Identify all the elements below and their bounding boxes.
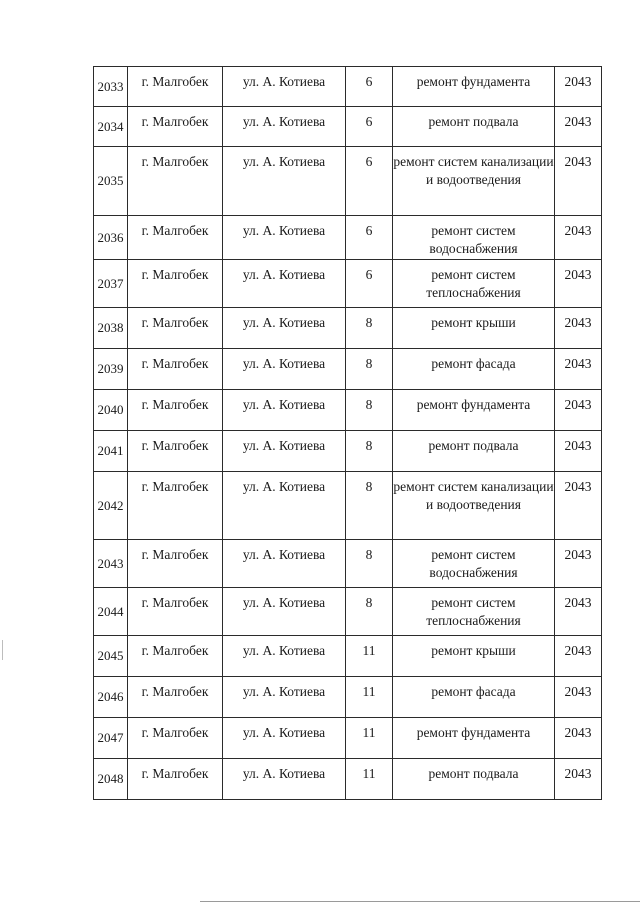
city-cell bbox=[128, 308, 223, 349]
house-number-text: 6 bbox=[365, 154, 373, 169]
city-text: г. Малгобек bbox=[141, 397, 209, 412]
row-number-cell: 2043 bbox=[94, 540, 128, 588]
work-type-cell bbox=[393, 260, 555, 308]
street-text: ул. А. Котиева bbox=[242, 315, 326, 330]
house-number-cell bbox=[346, 67, 393, 107]
house-number-cell bbox=[346, 260, 393, 308]
house-number-cell bbox=[346, 147, 393, 216]
street-text: ул. А. Котиева bbox=[242, 154, 326, 169]
row-number-cell: 2035 bbox=[94, 147, 128, 216]
page-bottom-rule bbox=[200, 901, 640, 902]
street-text: ул. А. Котиева bbox=[242, 547, 326, 562]
city-text: г. Малгобек bbox=[141, 725, 209, 740]
row-number-cell: 2048 bbox=[94, 759, 128, 800]
house-number-text: 6 bbox=[365, 223, 373, 238]
street-cell bbox=[223, 718, 346, 759]
house-number-cell bbox=[346, 349, 393, 390]
row-number-cell: 2047 bbox=[94, 718, 128, 759]
house-number-cell bbox=[346, 759, 393, 800]
work-type-text: ремонт фундамента bbox=[416, 74, 531, 89]
year-text: 2043 bbox=[564, 154, 592, 169]
table-row bbox=[94, 349, 602, 390]
work-type-cell bbox=[393, 431, 555, 472]
table-row bbox=[94, 718, 602, 759]
work-type-text: ремонт систем теплоснабжения bbox=[426, 267, 521, 300]
city-cell bbox=[128, 759, 223, 800]
city-text: г. Малгобек bbox=[141, 154, 209, 169]
house-number-cell bbox=[346, 588, 393, 636]
street-cell bbox=[223, 390, 346, 431]
house-number-text: 11 bbox=[362, 643, 376, 658]
house-number-cell bbox=[346, 472, 393, 540]
year-cell bbox=[555, 260, 602, 308]
city-cell bbox=[128, 540, 223, 588]
work-type-text: ремонт систем теплоснабжения bbox=[426, 595, 521, 628]
city-cell bbox=[128, 147, 223, 216]
year-cell bbox=[555, 107, 602, 147]
scan-edge-mark bbox=[2, 640, 3, 660]
year-cell bbox=[555, 472, 602, 540]
work-type-cell bbox=[393, 540, 555, 588]
house-number-text: 6 bbox=[365, 74, 373, 89]
street-text: ул. А. Котиева bbox=[242, 114, 326, 129]
street-cell bbox=[223, 431, 346, 472]
work-type-text: ремонт систем водоснабжения bbox=[429, 547, 518, 580]
year-text: 2043 bbox=[564, 438, 592, 453]
house-number-text: 8 bbox=[365, 356, 373, 371]
house-number-text: 11 bbox=[362, 725, 376, 740]
house-number-text: 8 bbox=[365, 438, 373, 453]
house-number-cell bbox=[346, 677, 393, 718]
work-type-text: ремонт подвала bbox=[428, 438, 519, 453]
work-type-cell bbox=[393, 718, 555, 759]
year-text: 2043 bbox=[564, 114, 592, 129]
street-cell bbox=[223, 588, 346, 636]
row-number-cell: 2033 bbox=[94, 67, 128, 107]
year-text: 2043 bbox=[564, 267, 592, 282]
house-number-cell bbox=[346, 718, 393, 759]
row-number-cell: 2036 bbox=[94, 216, 128, 260]
city-cell bbox=[128, 677, 223, 718]
year-cell bbox=[555, 636, 602, 677]
city-text: г. Малгобек bbox=[141, 223, 209, 238]
street-text: ул. А. Котиева bbox=[242, 223, 326, 238]
city-cell bbox=[128, 588, 223, 636]
house-number-cell bbox=[346, 107, 393, 147]
year-cell bbox=[555, 759, 602, 800]
city-text: г. Малгобек bbox=[141, 595, 209, 610]
work-type-cell bbox=[393, 636, 555, 677]
table-row bbox=[94, 759, 602, 800]
work-type-cell bbox=[393, 677, 555, 718]
year-cell bbox=[555, 147, 602, 216]
street-cell bbox=[223, 636, 346, 677]
year-text: 2043 bbox=[564, 397, 592, 412]
work-type-text: ремонт подвала bbox=[428, 766, 519, 781]
city-cell bbox=[128, 636, 223, 677]
row-number-cell: 2042 bbox=[94, 472, 128, 540]
work-type-cell bbox=[393, 390, 555, 431]
street-cell bbox=[223, 540, 346, 588]
street-cell bbox=[223, 147, 346, 216]
year-cell bbox=[555, 390, 602, 431]
street-text: ул. А. Котиева bbox=[242, 595, 326, 610]
street-cell bbox=[223, 67, 346, 107]
row-number-cell: 2039 bbox=[94, 349, 128, 390]
street-text: ул. А. Котиева bbox=[242, 267, 326, 282]
work-type-text: ремонт систем водоснабжения bbox=[429, 223, 518, 256]
street-text: ул. А. Котиева bbox=[242, 684, 326, 699]
work-type-text: ремонт фундамента bbox=[416, 397, 531, 412]
city-text: г. Малгобек bbox=[141, 643, 209, 658]
work-type-cell bbox=[393, 216, 555, 260]
table-row bbox=[94, 67, 602, 107]
street-text: ул. А. Котиева bbox=[242, 643, 326, 658]
work-type-text: ремонт систем канализации и водоотведения bbox=[393, 154, 554, 187]
work-type-cell bbox=[393, 759, 555, 800]
work-type-cell bbox=[393, 588, 555, 636]
house-number-cell bbox=[346, 308, 393, 349]
table-row bbox=[94, 540, 602, 588]
row-number-cell: 2041 bbox=[94, 431, 128, 472]
street-cell bbox=[223, 677, 346, 718]
street-text: ул. А. Котиева bbox=[242, 725, 326, 740]
work-type-text: ремонт фундамента bbox=[416, 725, 531, 740]
table-row bbox=[94, 390, 602, 431]
city-text: г. Малгобек bbox=[141, 114, 209, 129]
house-number-cell bbox=[346, 540, 393, 588]
year-text: 2043 bbox=[564, 766, 592, 781]
work-type-text: ремонт фасада bbox=[431, 684, 516, 699]
year-text: 2043 bbox=[564, 356, 592, 371]
table-row bbox=[94, 107, 602, 147]
house-number-text: 8 bbox=[365, 315, 373, 330]
work-type-cell bbox=[393, 147, 555, 216]
year-cell bbox=[555, 718, 602, 759]
table-row bbox=[94, 472, 602, 540]
year-text: 2043 bbox=[564, 684, 592, 699]
house-number-text: 8 bbox=[365, 547, 373, 562]
city-cell bbox=[128, 431, 223, 472]
city-text: г. Малгобек bbox=[141, 438, 209, 453]
year-text: 2043 bbox=[564, 223, 592, 238]
city-cell bbox=[128, 107, 223, 147]
year-cell bbox=[555, 588, 602, 636]
year-cell bbox=[555, 67, 602, 107]
street-cell bbox=[223, 216, 346, 260]
city-text: г. Малгобек bbox=[141, 315, 209, 330]
house-number-text: 8 bbox=[365, 595, 373, 610]
city-text: г. Малгобек bbox=[141, 479, 209, 494]
table-row bbox=[94, 216, 602, 260]
year-text: 2043 bbox=[564, 74, 592, 89]
street-text: ул. А. Котиева bbox=[242, 766, 326, 781]
house-number-text: 6 bbox=[365, 267, 373, 282]
table-row bbox=[94, 308, 602, 349]
street-text: ул. А. Котиева bbox=[242, 356, 326, 371]
city-cell bbox=[128, 216, 223, 260]
year-text: 2043 bbox=[564, 315, 592, 330]
row-number-cell: 2045 bbox=[94, 636, 128, 677]
table-row bbox=[94, 260, 602, 308]
year-cell bbox=[555, 540, 602, 588]
city-cell bbox=[128, 718, 223, 759]
row-number-cell: 2034 bbox=[94, 107, 128, 147]
street-cell bbox=[223, 308, 346, 349]
row-number-cell: 2037 bbox=[94, 260, 128, 308]
row-number-cell: 2040 bbox=[94, 390, 128, 431]
city-text: г. Малгобек bbox=[141, 766, 209, 781]
work-type-cell bbox=[393, 67, 555, 107]
year-cell bbox=[555, 677, 602, 718]
work-type-text: ремонт подвала bbox=[428, 114, 519, 129]
house-number-cell bbox=[346, 636, 393, 677]
work-type-cell bbox=[393, 472, 555, 540]
house-number-text: 8 bbox=[365, 397, 373, 412]
house-number-cell bbox=[346, 431, 393, 472]
city-cell bbox=[128, 67, 223, 107]
street-cell bbox=[223, 107, 346, 147]
street-cell bbox=[223, 260, 346, 308]
work-type-text: ремонт крыши bbox=[431, 315, 516, 330]
year-text: 2043 bbox=[564, 643, 592, 658]
house-number-text: 11 bbox=[362, 684, 376, 699]
city-cell bbox=[128, 349, 223, 390]
work-type-cell bbox=[393, 308, 555, 349]
city-text: г. Малгобек bbox=[141, 356, 209, 371]
city-cell bbox=[128, 260, 223, 308]
work-type-cell bbox=[393, 107, 555, 147]
city-text: г. Малгобек bbox=[141, 547, 209, 562]
year-text: 2043 bbox=[564, 547, 592, 562]
year-cell bbox=[555, 216, 602, 260]
house-number-text: 6 bbox=[365, 114, 373, 129]
street-cell bbox=[223, 349, 346, 390]
street-text: ул. А. Котиева bbox=[242, 438, 326, 453]
house-number-cell bbox=[346, 390, 393, 431]
city-text: г. Малгобек bbox=[141, 267, 209, 282]
street-text: ул. А. Котиева bbox=[242, 74, 326, 89]
house-number-text: 11 bbox=[362, 766, 376, 781]
year-text: 2043 bbox=[564, 595, 592, 610]
work-type-text: ремонт крыши bbox=[431, 643, 516, 658]
work-type-text: ремонт фасада bbox=[431, 356, 516, 371]
city-text: г. Малгобек bbox=[141, 74, 209, 89]
year-cell bbox=[555, 308, 602, 349]
year-cell bbox=[555, 431, 602, 472]
street-cell bbox=[223, 759, 346, 800]
city-cell bbox=[128, 390, 223, 431]
table-row bbox=[94, 636, 602, 677]
table-row bbox=[94, 147, 602, 216]
year-text: 2043 bbox=[564, 479, 592, 494]
row-number-cell: 2044 bbox=[94, 588, 128, 636]
street-text: ул. А. Котиева bbox=[242, 397, 326, 412]
house-number-text: 8 bbox=[365, 479, 373, 494]
work-type-text: ремонт систем канализации и водоотведения bbox=[393, 479, 554, 512]
table-body bbox=[94, 67, 602, 800]
repair-schedule-table bbox=[93, 66, 602, 800]
work-type-cell bbox=[393, 349, 555, 390]
year-cell bbox=[555, 349, 602, 390]
street-text: ул. А. Котиева bbox=[242, 479, 326, 494]
house-number-cell bbox=[346, 216, 393, 260]
row-number-cell: 2038 bbox=[94, 308, 128, 349]
table-row bbox=[94, 588, 602, 636]
city-text: г. Малгобек bbox=[141, 684, 209, 699]
city-cell bbox=[128, 472, 223, 540]
table-row bbox=[94, 677, 602, 718]
street-cell bbox=[223, 472, 346, 540]
year-text: 2043 bbox=[564, 725, 592, 740]
table-row bbox=[94, 431, 602, 472]
row-number-cell: 2046 bbox=[94, 677, 128, 718]
